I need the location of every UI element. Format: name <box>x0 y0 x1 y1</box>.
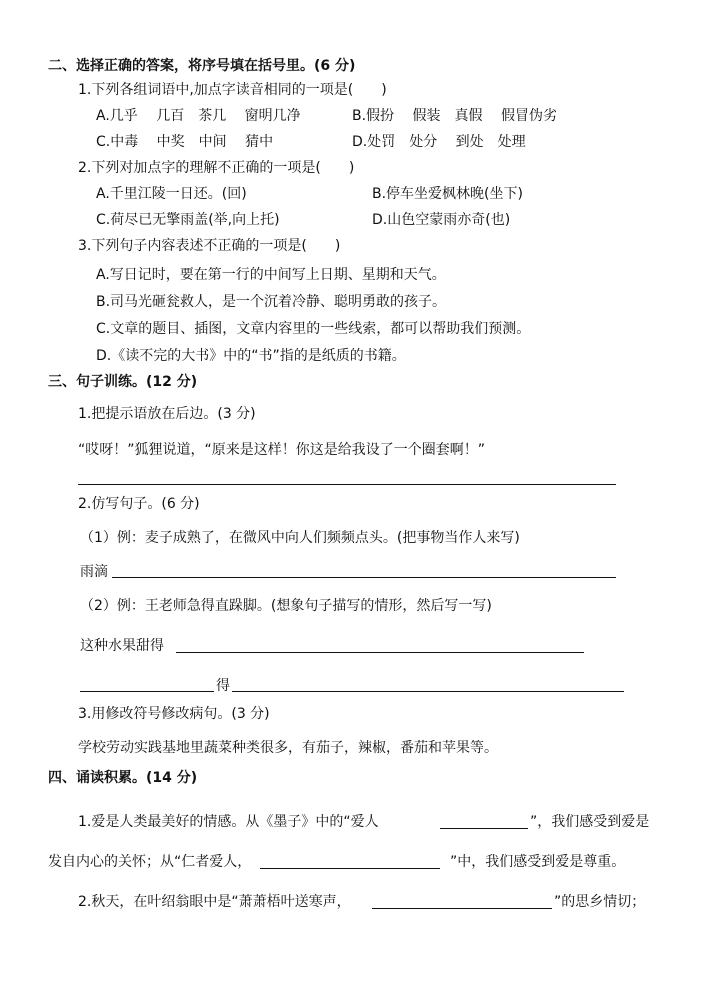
q3-1-sentence: “哎呀！”狐狸说道，“原来是这样！你这是给我设了一个圈套啊！” <box>78 442 486 458</box>
q2-3-stem: 3.下列句子内容表述不正确的一项是( ) <box>78 238 341 254</box>
q4-1-blank-1[interactable] <box>440 828 528 829</box>
q3-2-prompt-2: 这种水果甜得 <box>80 638 164 654</box>
q2-3-option-a: A.写日记时，要在第一行的中间写上日期、星期和天气。 <box>96 267 446 283</box>
q4-1-line-2-end: ”中，我们感受到爱是尊重。 <box>450 854 626 870</box>
q2-1-option-b: B.假扮 假装 真假 假冒伪劣 <box>352 108 557 124</box>
q2-1-option-c: C.中毒 中奖 中间 猜中 <box>96 134 274 150</box>
q2-1-option-a: A.几乎 几百 茶几 窗明几净 <box>96 108 301 124</box>
q3-2-stem: 2.仿写句子。(6 分) <box>78 496 200 512</box>
q3-2-example-1: （1）例：麦子成熟了，在微风中向人们频频点头。(把事物当作人来写) <box>80 530 520 546</box>
q4-1-blank-2[interactable] <box>260 868 440 869</box>
q3-3-sentence: 学校劳动实践基地里蔬菜种类很多，有茄子，辣椒，番茄和苹果等。 <box>78 740 498 756</box>
q3-2-tail: 得 <box>216 678 230 694</box>
q2-2-option-c: C.荷尽已无擎雨盖(举,向上托) <box>96 212 280 228</box>
q4-1-line-1-end: ”，我们感受到爱是 <box>530 814 650 830</box>
q3-2-example-2: （2）例：王老师急得直跺脚。(想象句子描写的情形，然后写一写) <box>80 598 492 614</box>
q4-1-line-2-start: 发自内心的关怀；从“仁者爱人， <box>48 854 252 870</box>
q2-3-option-d: D.《读不完的大书》中的“书”指的是纸质的书籍。 <box>96 348 406 364</box>
q2-1-stem: 1.下列各组词语中,加点字读音相同的一项是( ) <box>78 82 387 98</box>
q2-2-option-d: D.山色空蒙雨亦奇(也) <box>372 212 511 228</box>
q2-2-stem: 2.下列对加点字的理解不正确的一项是( ) <box>78 160 355 176</box>
q3-2-answer-line-1[interactable] <box>112 577 616 578</box>
q4-2-blank-1[interactable] <box>372 908 552 909</box>
q2-1-option-d: D.处罚 处分 到处 处理 <box>352 134 526 150</box>
section-2-heading: 二、选择正确的答案，将序号填在括号里。(6 分) <box>48 58 356 74</box>
q3-2-answer-line-4[interactable] <box>232 691 624 692</box>
q2-2-option-a: A.千里江陵一日还。(回) <box>96 186 247 202</box>
section-3-heading: 三、句子训练。(12 分) <box>48 374 198 390</box>
q4-2-line-1-end: ”的思乡情切； <box>554 894 646 910</box>
q3-2-prompt-1: 雨滴 <box>80 564 108 580</box>
q2-3-option-b: B.司马光砸瓮救人，是一个沉着冷静、聪明勇敢的孩子。 <box>96 294 447 310</box>
q4-1-line-1-start: 1.爱是人类最美好的情感。从《墨子》中的“爱人 <box>78 814 379 830</box>
q3-3-stem: 3.用修改符号修改病句。(3 分) <box>78 706 270 722</box>
q4-2-line-1-start: 2.秋天，在叶绍翁眼中是“萧萧梧叶送寒声， <box>78 894 351 910</box>
q2-2-option-b: B.停车坐爱枫林晚(坐下) <box>372 186 523 202</box>
q3-2-answer-line-2[interactable] <box>176 652 584 653</box>
q2-3-option-c: C.文章的题目、插图，文章内容里的一些线索，都可以帮助我们预测。 <box>96 321 531 337</box>
q3-1-answer-line[interactable] <box>78 484 616 485</box>
section-4-heading: 四、诵读积累。(14 分) <box>48 770 198 786</box>
q3-2-answer-line-3[interactable] <box>80 691 214 692</box>
q3-1-stem: 1.把提示语放在后边。(3 分) <box>78 406 256 422</box>
